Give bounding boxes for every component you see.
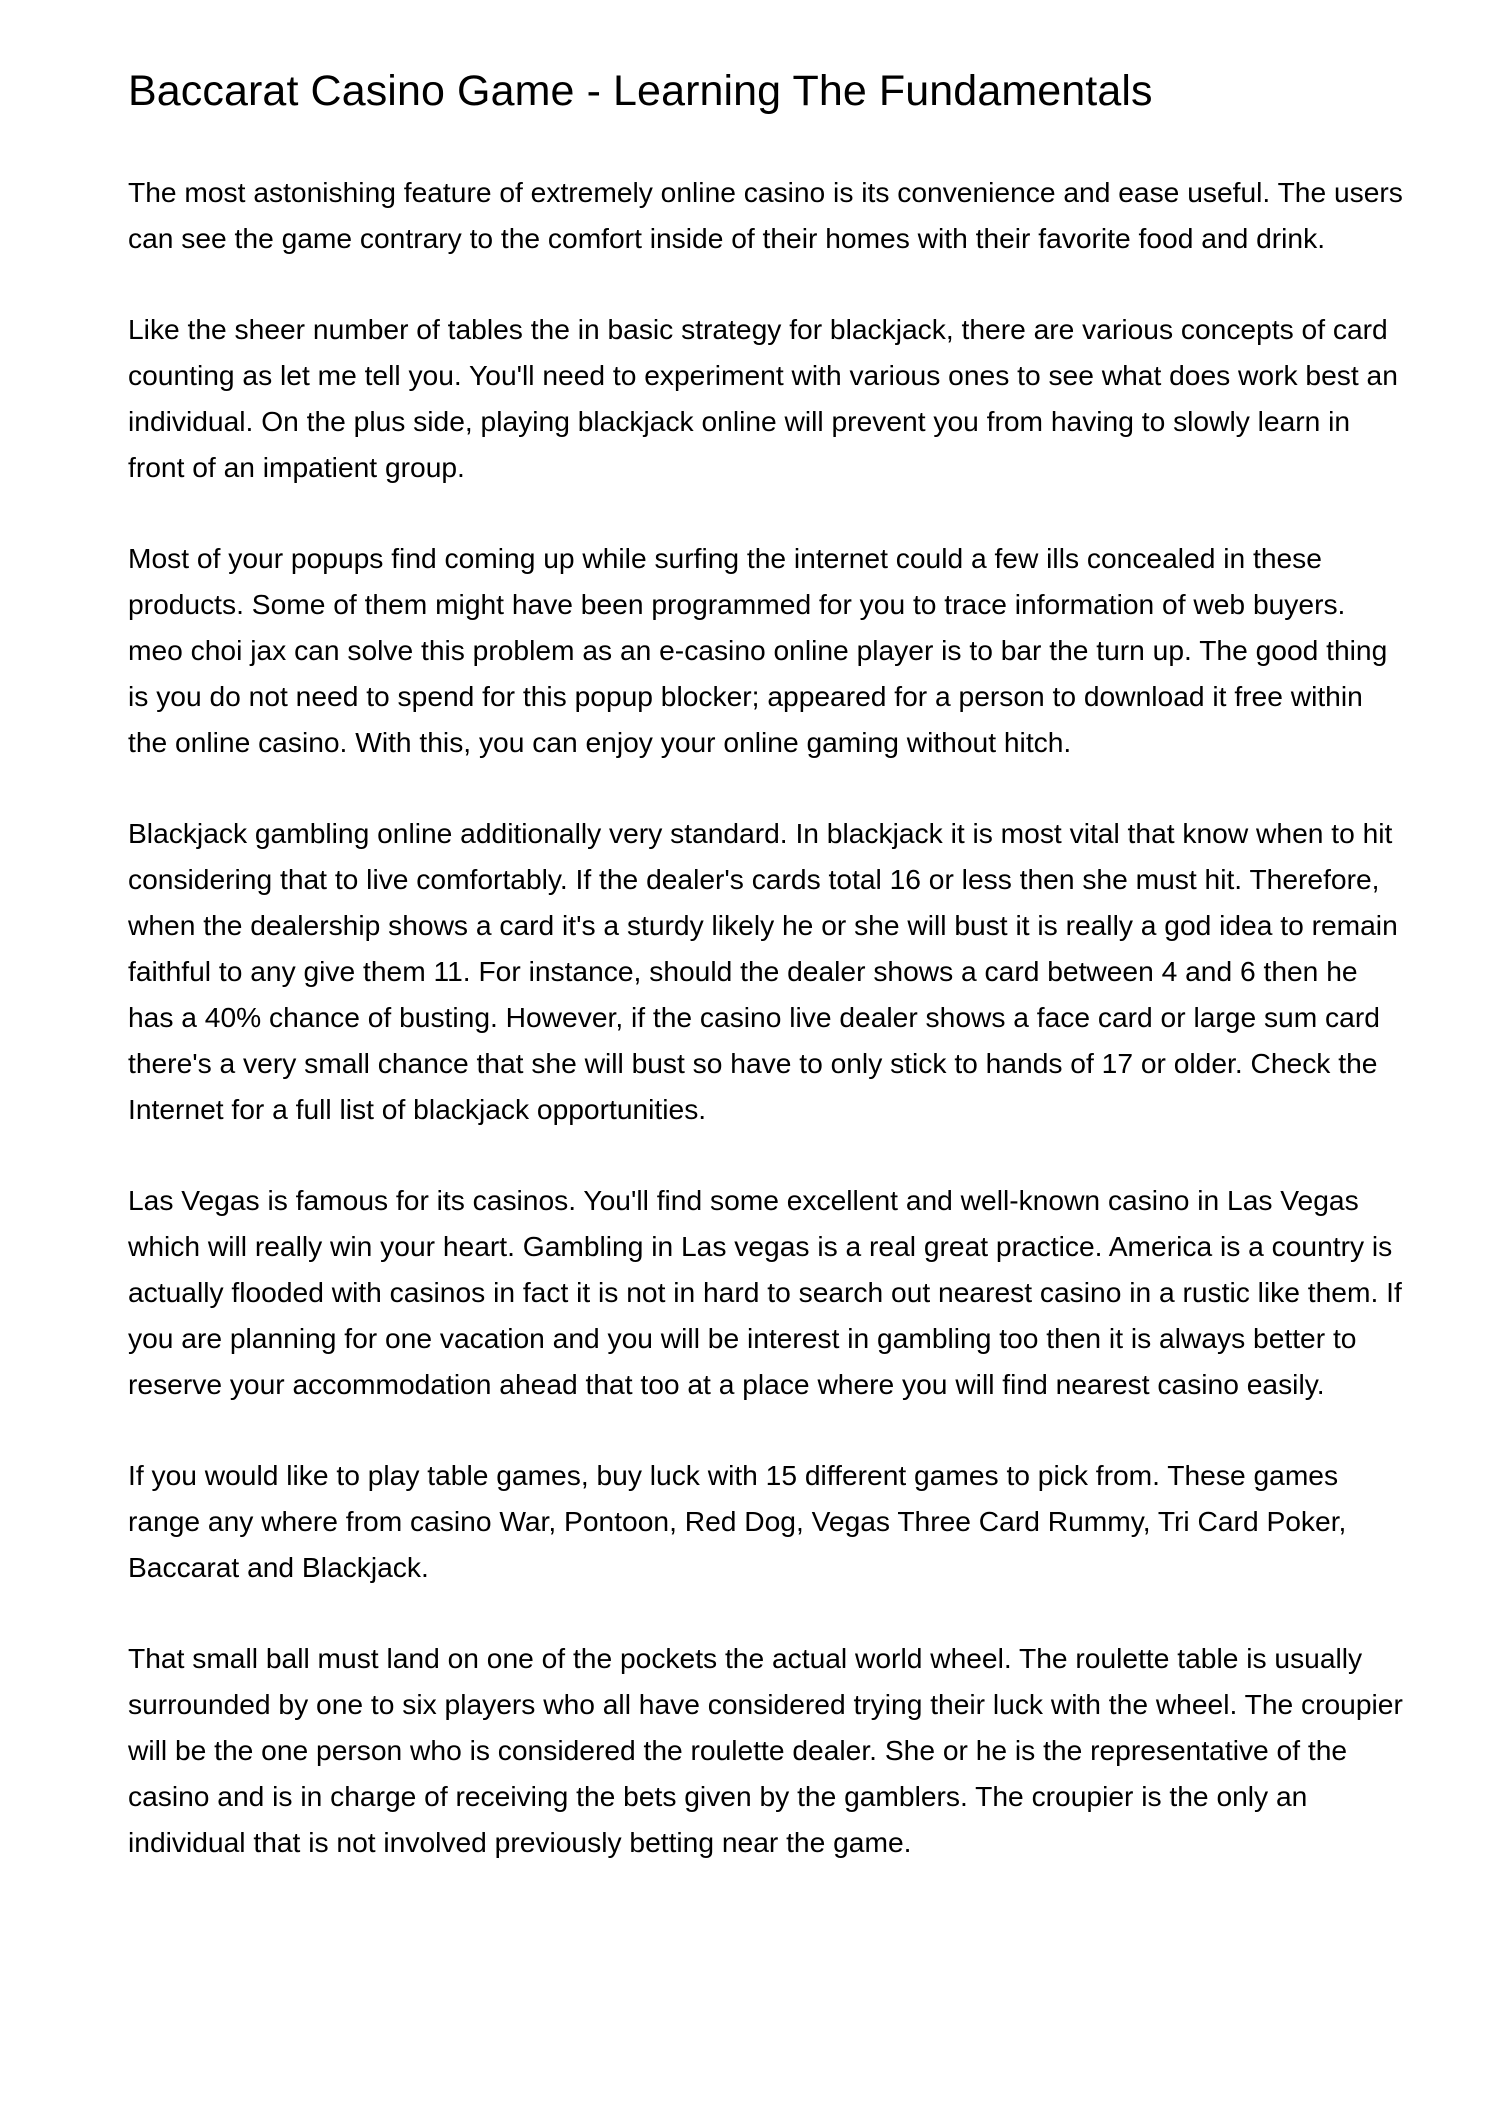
paragraph-7: That small ball must land on one of the pockets the actual world wheel. The roulette table is usually surrounded by one to six players who all have considered trying their luck with the wheel. The croupier will be the one person who is considered the roulette dealer. She or he is the representative of the casino and is in charge of receiving the bets given by the gamblers. The croupier is the only an individual that is not involved previously betting near the game. [128,1642,1403,1858]
paragraph-2: Like the sheer number of tables the in basic strategy for blackjack, there are various concepts of card counting as let me tell you. You'll need to experiment with various ones to see what does work best an individual. On the plus side, playing blackjack online will prevent you from having to slowly learn in front of an impatient group. [128,313,1398,483]
paragraph-5: Las Vegas is famous for its casinos. You'll find some excellent and well-known casino in Las Vegas which will really win your heart. Gambling in Las vegas is a real great practice. America is a country is actually flooded with casinos in fact it is not in hard to search out nearest casino in a rustic like them. If you are planning for one vacation and you will be interest in gambling too then it is always better to reserve your accommodation ahead that too at a place where you will find nearest casino easily. [128,1184,1402,1400]
document-title: Baccarat Casino Game - Learning The Fundamentals [128,67,1153,115]
paragraph-1: The most astonishing feature of extremely online casino is its convenience and ease useful. The users can see the game contrary to the comfort inside of their homes with their favorite food and drink. [128,176,1403,254]
paragraph-3: Most of your popups find coming up while surfing the internet could a few ills concealed in these products. Some of them might have been programmed for you to trace information of web buyers. meo choi jax can solve this problem as an e-casino online player is to bar the turn up. The good thing is you do not need to spend for this popup blocker; appeared for a person to download it free within the online casino. With this, you can enjoy your online gaming without hitch. [128,542,1388,758]
document-page [128,62,1408,1910]
paragraph-6: If you would like to play table games, buy luck with 15 different games to pick from. These games range any where from casino War, Pontoon, Red Dog, Vegas Three Card Rummy, Tri Card Poker, Baccarat and Blackjack. [128,1459,1347,1583]
paragraph-4: Blackjack gambling online additionally very standard. In blackjack it is most vital that know when to hit considering that to live comfortably. If the dealer's cards total 16 or less then she must hit. Therefore, when the dealership shows a card it's a sturdy likely he or she will bust it is really a god idea to remain faithful to any give them 11. For instance, should the dealer shows a card between 4 and 6 then he has a 40% chance of busting. However, if the casino live dealer shows a face card or large sum card there's a very small chance that she will bust so have to only stick to hands of 17 or older. Check the Internet for a full list of blackjack opportunities. [128,817,1398,1125]
